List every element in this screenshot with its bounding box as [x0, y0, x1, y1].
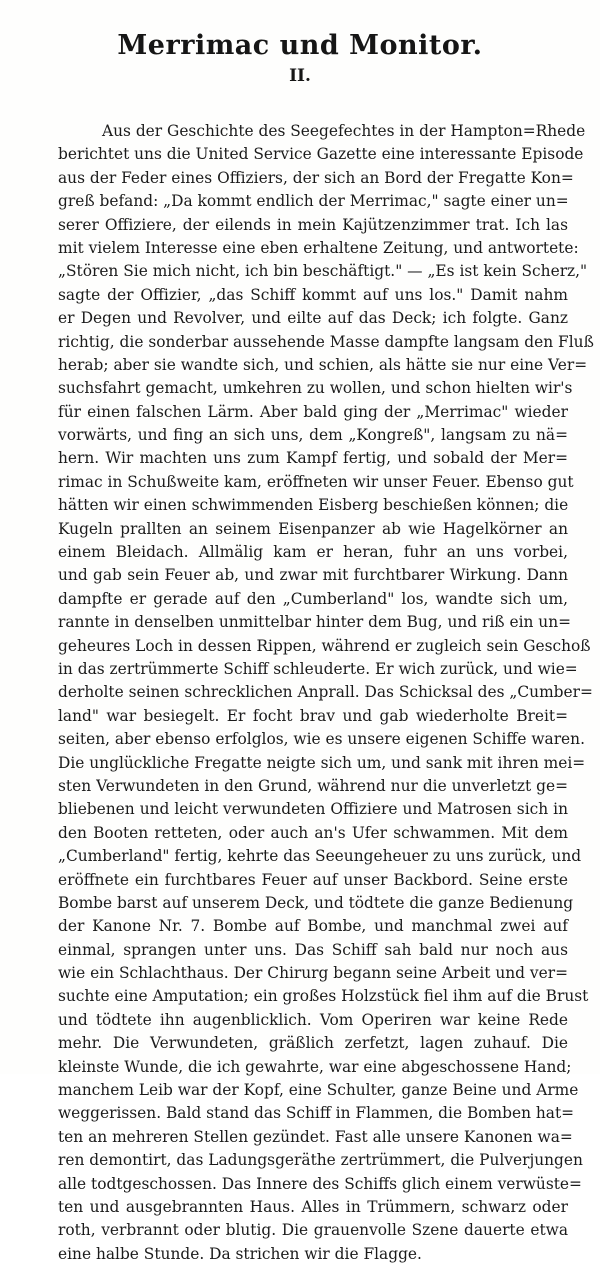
text-line: einmal, sprangen unter uns. Das Schiff sah bald nur noch aus: [58, 940, 568, 959]
text-line: eine halbe Stunde. Da strichen wir die Flagge.: [58, 1244, 422, 1263]
text-line: land" war besiegelt. Er focht brav und gab wiederholte Breit=: [58, 706, 568, 725]
text-line: hätten wir einen schwimmenden Eisberg beschießen können; die: [58, 496, 569, 515]
text-line: rimac in Schußweite kam, eröffneten wir unser Feuer. Ebenso gut: [58, 472, 574, 491]
text-line: der Kanone Nr. 7. Bombe auf Bombe, und manchmal zwei auf: [58, 917, 568, 936]
text-line: derholte seinen schrecklichen Anprall. Das Schicksal des „Cumber=: [58, 683, 593, 702]
text-line: er Degen und Revolver, und eilte auf das Deck; ich folgte. Ganz: [58, 309, 568, 328]
text-line: ren demontirt, das Ladungsgeräthe zertrümmert, die Pulverjungen: [58, 1151, 583, 1170]
text-line: „Cumberland" fertig, kehrte das Seeungeheuer zu uns zurück, und: [58, 847, 582, 866]
page-title: Merrimac und Monitor.: [117, 30, 483, 61]
text-line: „Stören Sie mich nicht, ich bin beschäftigt." — „Es ist kein Scherz,": [58, 262, 588, 281]
text-line: für einen falschen Lärm. Aber bald ging der „Merrimac" wieder: [58, 402, 568, 421]
text-line: und tödtete ihn augenblicklich. Vom Operiren war keine Rede: [58, 1010, 568, 1029]
text-line: suchte eine Amputation; ein großes Holzstück fiel ihm auf die Brust: [58, 987, 589, 1006]
text-line: alle todtgeschossen. Das Innere des Schiffs glich einem verwüste=: [58, 1174, 582, 1193]
text-line: suchsfahrt gemacht, umkehren zu wollen, und schon hielten wir's: [58, 379, 573, 398]
text-line: richtig, die sonderbar aussehende Masse dampfte langsam den Fluß: [58, 332, 594, 351]
text-line: manchem Leib war der Kopf, eine Schulter, ganze Beine und Arme: [58, 1081, 579, 1100]
article-body: [58, 120, 594, 1266]
text-line: rannte in denselben unmittelbar hinter dem Bug, und riß ein un=: [58, 613, 572, 632]
text-line: herab; aber sie wandte sich, und schien, als hätte sie nur eine Ver=: [58, 355, 588, 374]
text-line: dampfte er gerade auf den „Cumberland" los, wandte sich um,: [58, 589, 568, 608]
text-line: sten Verwundeten in den Grund, während nur die unverletzt ge=: [58, 776, 568, 795]
text-line: Aus der Geschichte des Seegefechtes in der Hampton=Rhede: [102, 122, 586, 140]
text-line: Die unglückliche Fregatte neigte sich um, und sank mit ihren mei=: [58, 753, 586, 772]
text-line: Kugeln prallten an seinem Eisenpanzer ab wie Hagelkörner an: [58, 519, 568, 538]
text-line: berichtet uns die United Service Gazette eine interessante Episode: [58, 145, 584, 164]
text-line: geheures Loch in dessen Rippen, während er zugleich sein Geschoß: [58, 636, 591, 655]
text-line: den Booten retteten, oder auch an's Ufer schwammen. Mit dem: [58, 823, 568, 842]
text-line: mit vielem Interesse eine eben erhaltene Zeitung, und antwortete:: [58, 238, 579, 257]
text-line: vorwärts, und fing an sich uns, dem „Kongreß", langsam zu nä=: [58, 426, 568, 445]
text-line: ten an mehreren Stellen gezündet. Fast alle unsere Kanonen wa=: [58, 1127, 573, 1146]
text-line: eröffnete ein furchtbares Feuer auf unser Backbord. Seine erste: [58, 870, 568, 889]
text-line: hern. Wir machten uns zum Kampf fertig, und sobald der Mer=: [58, 449, 568, 468]
section-number: II.: [289, 66, 311, 86]
text-line: aus der Feder eines Offiziers, der sich an Bord der Fregatte Kon=: [58, 168, 574, 187]
text-line: weggerissen. Bald stand das Schiff in Flammen, die Bomben hat=: [58, 1104, 575, 1123]
text-line: wie ein Schlachthaus. Der Chirurg begann seine Arbeit und ver=: [58, 964, 568, 983]
text-line: bliebenen und leicht verwundeten Offiziere und Matrosen sich in: [58, 800, 568, 819]
text-line: in das zertrümmerte Schiff schleuderte. Er wich zurück, und wie=: [58, 659, 578, 678]
text-line: mehr. Die Verwundeten, gräßlich zerfetzt, lagen zuhauf. Die: [58, 1034, 568, 1053]
text-line: serer Offiziere, der eilends in mein Kajützenzimmer trat. Ich las: [58, 215, 568, 234]
text-line: kleinste Wunde, die ich gewahrte, war eine abgeschossene Hand;: [58, 1057, 572, 1076]
text-line: sagte der Offizier, „das Schiff kommt auf uns los." Damit nahm: [58, 285, 568, 304]
text-line: roth, verbrannt oder blutig. Die grauenvolle Szene dauerte etwa: [58, 1221, 568, 1240]
text-line: greß befand: „Da kommt endlich der Merrimac," sagte einer un=: [58, 192, 569, 211]
text-line: Bombe barst auf unserem Deck, und tödtete die ganze Bedienung: [58, 893, 574, 912]
text-line: ten und ausgebrannten Haus. Alles in Trümmern, schwarz oder: [58, 1197, 568, 1216]
text-line: einem Bleidach. Allmälig kam er heran, fuhr an uns vorbei,: [58, 543, 568, 562]
text-line: seiten, aber ebenso erfolglos, wie es unsere eigenen Schiffe waren.: [58, 730, 585, 749]
text-line: und gab sein Feuer ab, und zwar mit furchtbarer Wirkung. Dann: [58, 566, 568, 585]
